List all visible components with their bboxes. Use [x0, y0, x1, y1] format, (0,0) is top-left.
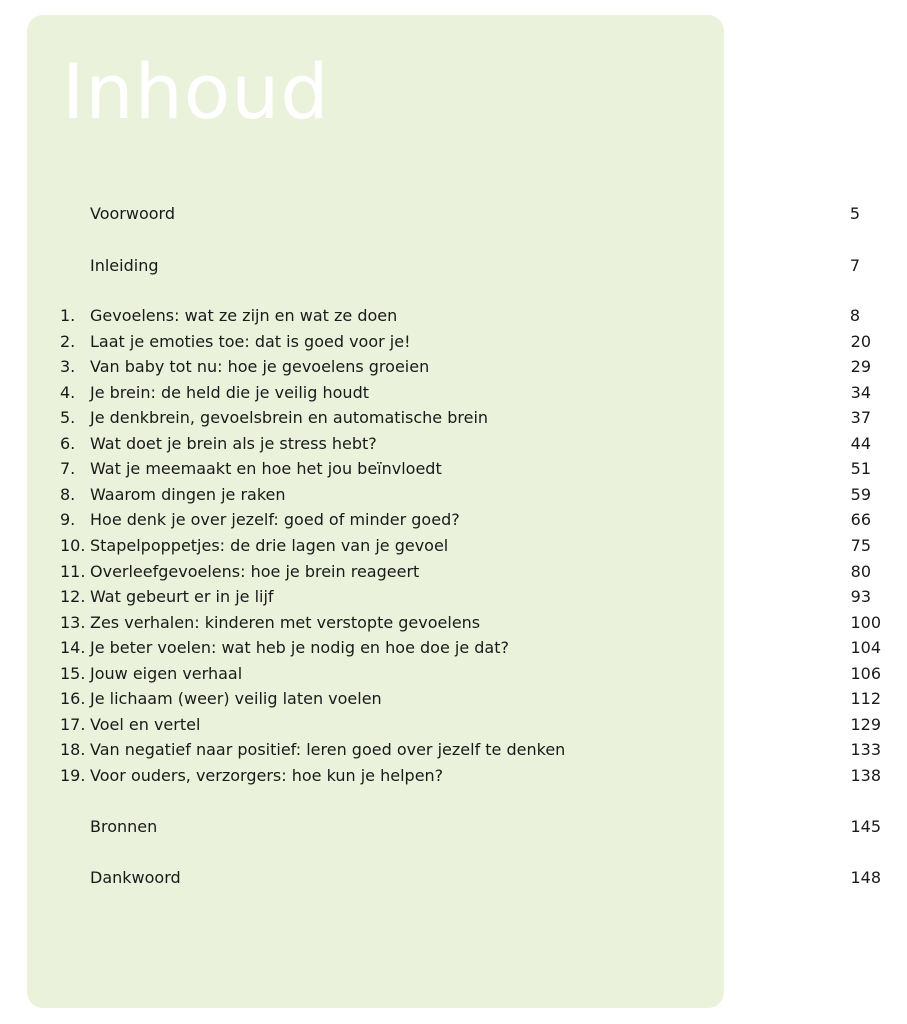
toc-chapter-number: 16.	[60, 689, 86, 708]
toc-chapter-8[interactable]	[0, 482, 907, 507]
toc-chapter-19[interactable]	[0, 763, 907, 788]
toc-entry-label: Bronnen	[90, 817, 158, 836]
toc-chapter-2[interactable]	[0, 329, 907, 354]
toc-chapter-title: Je beter voelen: wat heb je nodig en hoe doe je dat?	[90, 638, 509, 657]
toc-chapter-5[interactable]	[0, 405, 907, 430]
toc-chapter-6[interactable]	[0, 431, 907, 456]
toc-chapter-title: Overleefgevoelens: hoe je brein reageert	[90, 562, 420, 581]
toc-chapter-title: Gevoelens: wat ze zijn en wat ze doen	[90, 306, 398, 325]
toc-chapter-title: Hoe denk je over jezelf: goed of minder goed?	[90, 510, 460, 529]
toc-chapter-page: 59	[850, 485, 871, 504]
toc-chapter-page: 112	[850, 689, 881, 708]
toc-chapter-4[interactable]	[0, 380, 907, 405]
toc-entry-page: 5	[849, 204, 860, 223]
toc-chapter-number: 1.	[60, 306, 76, 325]
toc-chapter-title: Van negatief naar positief: leren goed over jezelf te denken	[90, 740, 566, 759]
toc-chapter-page: 100	[850, 613, 881, 632]
toc-entry-label: Dankwoord	[90, 868, 181, 887]
toc-chapter-13[interactable]	[0, 610, 907, 635]
toc-chapter-14[interactable]	[0, 635, 907, 660]
toc-chapter-7[interactable]	[0, 456, 907, 481]
toc-chapter-number: 6.	[60, 434, 76, 453]
toc-chapter-title: Wat gebeurt er in je lijf	[90, 587, 274, 606]
toc-chapter-10[interactable]	[0, 533, 907, 558]
toc-chapter-number: 4.	[60, 383, 76, 402]
toc-chapter-11[interactable]	[0, 559, 907, 584]
toc-chapter-title: Je brein: de held die je veilig houdt	[90, 383, 369, 402]
toc-chapter-title: Laat je emoties toe: dat is goed voor je!	[90, 332, 411, 351]
toc-chapter-page: 29	[850, 357, 871, 376]
toc-chapter-number: 8.	[60, 485, 76, 504]
toc-chapter-title: Van baby tot nu: hoe je gevoelens groeien	[90, 357, 430, 376]
toc-entry-voorwoord[interactable]	[0, 201, 907, 226]
toc-entry-page: 148	[850, 868, 881, 887]
toc-chapter-number: 10.	[60, 536, 86, 555]
toc-chapter-page: 37	[850, 408, 871, 427]
toc-chapter-title: Stapelpoppetjes: de drie lagen van je gevoel	[90, 536, 449, 555]
toc-chapter-number: 9.	[60, 510, 76, 529]
toc-chapter-page: 51	[850, 459, 871, 478]
toc-chapter-number: 17.	[60, 715, 86, 734]
toc-chapter-page: 129	[850, 715, 881, 734]
toc-chapter-16[interactable]	[0, 686, 907, 711]
toc-chapter-title: Wat doet je brein als je stress hebt?	[90, 434, 377, 453]
toc-chapter-15[interactable]	[0, 661, 907, 686]
toc-entry-label: Inleiding	[90, 256, 159, 275]
toc-chapter-page: 80	[850, 562, 871, 581]
toc-chapter-number: 3.	[60, 357, 76, 376]
toc-entry-page: 145	[850, 817, 881, 836]
toc-chapter-title: Wat je meemaakt en hoe het jou beïnvloedt	[90, 459, 442, 478]
toc-chapter-page: 8	[849, 306, 860, 325]
toc-chapter-page: 104	[850, 638, 881, 657]
toc-chapter-17[interactable]	[0, 712, 907, 737]
toc-chapter-number: 12.	[60, 587, 86, 606]
toc-chapter-title: Waarom dingen je raken	[90, 485, 286, 504]
toc-chapter-number: 19.	[60, 766, 86, 785]
toc-chapter-page: 75	[850, 536, 871, 555]
toc-chapter-number: 18.	[60, 740, 86, 759]
toc-chapter-page: 20	[850, 332, 871, 351]
toc-chapter-12[interactable]	[0, 584, 907, 609]
toc-chapter-number: 14.	[60, 638, 86, 657]
page-title: Inhoud	[62, 47, 330, 136]
toc-entry-page: 7	[849, 256, 860, 275]
toc-chapter-page: 34	[850, 383, 871, 402]
toc-chapter-title: Voel en vertel	[90, 715, 201, 734]
toc-entry-dankwoord[interactable]	[0, 865, 907, 890]
toc-chapter-page: 106	[850, 664, 881, 683]
toc-chapter-number: 5.	[60, 408, 76, 427]
toc-entry-inleiding[interactable]	[0, 253, 907, 278]
toc-chapter-page: 66	[850, 510, 871, 529]
toc-chapter-title: Jouw eigen verhaal	[90, 664, 243, 683]
toc-chapter-title: Voor ouders, verzorgers: hoe kun je helpen?	[90, 766, 444, 785]
toc-chapter-page: 138	[850, 766, 881, 785]
toc-chapter-18[interactable]	[0, 737, 907, 762]
toc-chapter-page: 93	[850, 587, 871, 606]
toc-chapter-number: 15.	[60, 664, 86, 683]
toc-chapter-page: 133	[850, 740, 881, 759]
toc-chapter-title: Je lichaam (weer) veilig laten voelen	[90, 689, 382, 708]
toc-chapter-title: Zes verhalen: kinderen met verstopte gevoelens	[90, 613, 481, 632]
toc-chapter-3[interactable]	[0, 354, 907, 379]
toc-chapter-number: 7.	[60, 459, 76, 478]
toc-chapter-number: 11.	[60, 562, 86, 581]
toc-chapter-number: 2.	[60, 332, 76, 351]
toc-chapter-number: 13.	[60, 613, 86, 632]
toc-chapter-page: 44	[850, 434, 871, 453]
toc-chapter-1[interactable]	[0, 303, 907, 328]
toc-chapter-9[interactable]	[0, 507, 907, 532]
toc-entry-bronnen[interactable]	[0, 814, 907, 839]
toc-entry-label: Voorwoord	[90, 204, 175, 223]
toc-chapter-title: Je denkbrein, gevoelsbrein en automatische brein	[90, 408, 489, 427]
